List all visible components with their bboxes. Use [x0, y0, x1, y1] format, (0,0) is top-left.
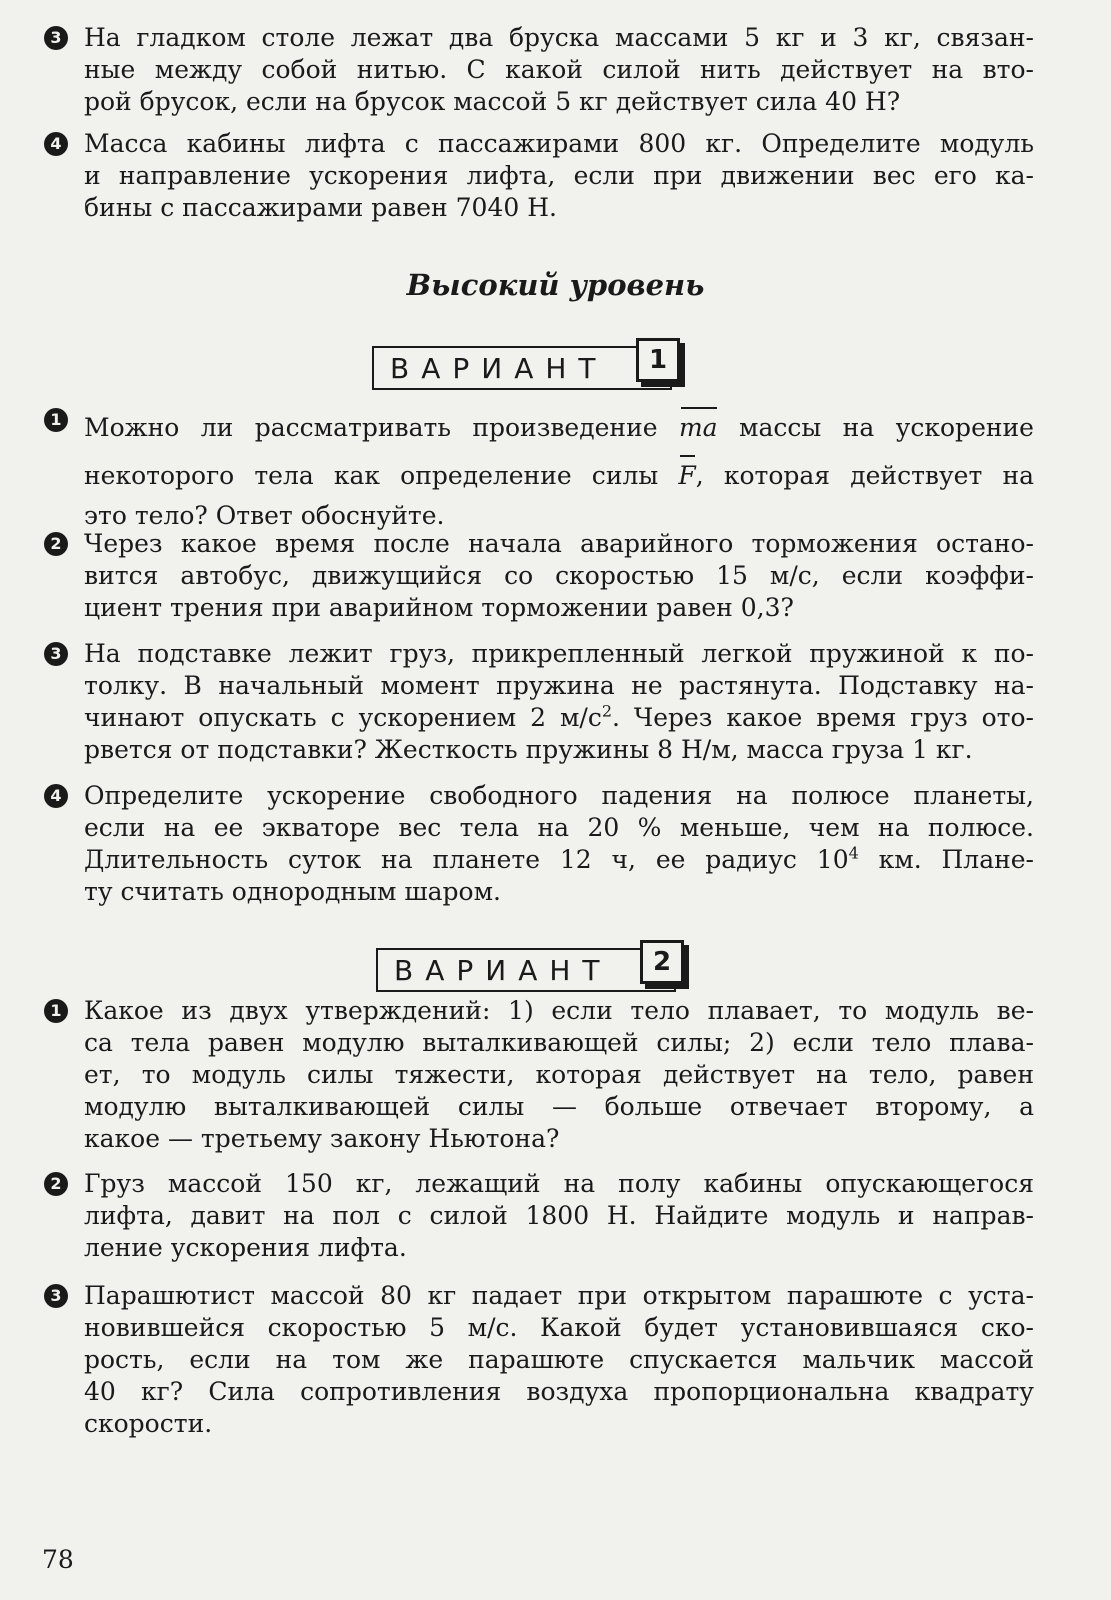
problem-number-badge: 1 [44, 999, 68, 1023]
vector-ma: ma [679, 404, 718, 452]
problem-text-line: если на ее экваторе вес тела на 20 % меньше, чем на полюсе. [84, 813, 1034, 842]
problem-text-line: Груз массой 150 кг, лежащий на полу кабины опускающегося [84, 1169, 1034, 1198]
problem-number-badge: 4 [44, 132, 68, 156]
problem-text-line: циент трения при аварийном торможении равен 0,3? [84, 593, 794, 622]
problem-text-line: и направление ускорения лифта, если при движении вес его ка- [84, 161, 1034, 190]
problem-text-line: рвется от подставки? Жесткость пружины 8 Н/м, масса груза 1 кг. [84, 735, 973, 764]
problem-text-line: На подставке лежит груз, прикрепленный легкой пружиной к по- [84, 639, 1034, 668]
problem-text-line: ление ускорения лифта. [84, 1233, 407, 1262]
problem-text-line: рой брусок, если на брусок массой 5 кг действует сила 40 Н? [84, 87, 901, 116]
problem-number-badge: 4 [44, 784, 68, 808]
problem-number-badge: 3 [44, 642, 68, 666]
problem-text-line: Определите ускорение свободного падения на полюсе планеты, [84, 781, 1034, 810]
v1-problem-3 [44, 638, 1034, 766]
problem-number-badge: 1 [44, 408, 68, 432]
problem-number-badge: 3 [44, 1284, 68, 1308]
problem-text-line: Масса кабины лифта с пассажирами 800 кг. Определите модуль [84, 129, 1034, 158]
problem-text-line: ет, то модуль силы тяжести, которая действует на тело, равен [84, 1060, 1034, 1089]
variant-1-box [372, 346, 672, 390]
v1-problem-1 [44, 404, 1034, 532]
section-heading: Высокий уровень [406, 268, 705, 302]
problem-text-line: модулю выталкивающей силы — больше отвечает второму, а [84, 1092, 1034, 1121]
problem-text-line: это тело? Ответ обоснуйте. [84, 501, 445, 530]
variant-label: ВАРИАНТ [390, 351, 608, 385]
problem-text-line: какое — третьему закону Ньютона? [84, 1124, 560, 1153]
problem-text-line: Парашютист массой 80 кг падает при открытом парашюте с уста- [84, 1281, 1034, 1310]
problem-text-line: Какое из двух утверждений: 1) если тело плавает, то модуль ве- [84, 996, 1034, 1025]
problem-text-line: бины с пассажирами равен 7040 Н. [84, 193, 557, 222]
problem-text-line: ту считать однородным шаром. [84, 877, 501, 906]
v2-problem-3 [44, 1280, 1034, 1440]
v1-problem-2 [44, 528, 1034, 624]
problem-text-line: чинают опускать с ускорением 2 $м/с^2$. Через какое время груз ото- [84, 701, 1035, 732]
problem-text-line: Длительность суток на планете 12 ч, ее радиус $10^4$ км. Плане- [84, 843, 1035, 874]
problem-prev-4 [44, 128, 1034, 224]
problem-text-line: Можно ли рассматривать произведение ma массы на ускорение [84, 404, 1034, 452]
problem-text-line: толку. В начальный момент пружина не растянута. Подставку на- [84, 671, 1034, 700]
vector-f: F [678, 452, 695, 500]
page-number: 78 [42, 1545, 74, 1574]
variant-number: 2 [640, 940, 684, 984]
problem-text-line: рость, если на том же парашюте спускается мальчик массой [84, 1345, 1034, 1374]
problem-text-line: лифта, давит на пол с силой 1800 Н. Найдите модуль и направ- [84, 1201, 1034, 1230]
problem-text-line: ные между собой нитью. С какой силой нить действует на вто- [84, 55, 1034, 84]
problem-text-line: скорости. [84, 1409, 213, 1438]
problem-text-line: Через какое время после начала аварийного торможения остано- [84, 529, 1034, 558]
problem-text-line: вится автобус, движущийся со скоростью 15 м/с, если коэффи- [84, 561, 1034, 590]
problem-prev-3 [44, 22, 1034, 118]
variant-number: 1 [636, 338, 680, 382]
variant-label: ВАРИАНТ [394, 953, 612, 987]
v1-problem-4 [44, 780, 1034, 908]
problem-text-line: 40 кг? Сила сопротивления воздуха пропорциональна квадрату [84, 1377, 1034, 1406]
variant-2-box [376, 948, 676, 992]
v2-problem-1 [44, 995, 1034, 1155]
problem-number-badge: 3 [44, 26, 68, 50]
problem-text-line: новившейся скоростью 5 м/с. Какой будет установившаяся ско- [84, 1313, 1034, 1342]
problem-number-badge: 2 [44, 532, 68, 556]
problem-text-line: некоторого тела как определение силы F, которая действует на [84, 452, 1034, 500]
problem-text-line: са тела равен модулю выталкивающей силы; 2) если тело плава- [84, 1028, 1034, 1057]
problem-text-line: На гладком столе лежат два бруска массами 5 кг и 3 кг, связан- [84, 23, 1034, 52]
v2-problem-2 [44, 1168, 1034, 1264]
problem-number-badge: 2 [44, 1172, 68, 1196]
